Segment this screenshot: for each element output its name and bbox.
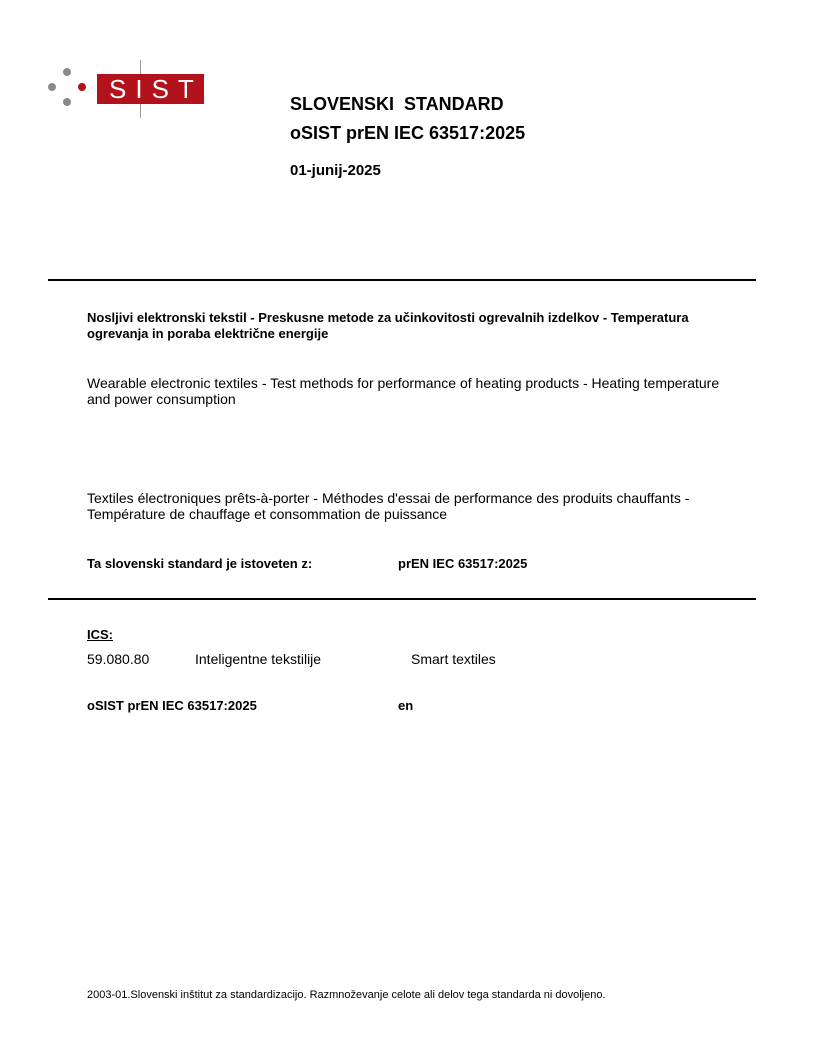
sist-logo: SIST [97,74,204,104]
document-language: en [398,698,414,713]
sist-dots-logo-icon [46,66,86,112]
ics-name-english: Smart textiles [411,651,496,667]
identity-label: Ta slovenski standard je istoveten z: [87,556,313,571]
title-french: Textiles électroniques prêts-à-porter - Méthodes d'essai de performance des produits chauffants - Température de chauffage et consommation de puissance [87,490,690,522]
ics-name-slovenian: Inteligentne tekstilije [195,651,322,667]
title-english: Wearable electronic textiles - Test methods for performance of heating products - Heating temperature and power consumption [87,375,720,407]
publication-date: 01-junij-2025 [290,162,381,179]
copyright-footer: 2003-01.Slovenski inštitut za standardizacijo. Razmnoževanje celote ali delov tega standarda ni dovoljeno. [87,989,606,1001]
bottom-divider [48,598,756,600]
standard-code: oSIST prEN IEC 63517:2025 [290,123,526,143]
top-divider [48,279,756,281]
document-code: oSIST prEN IEC 63517:2025 [87,698,257,713]
ics-label: ICS: [87,627,113,642]
title-slovenian: Nosljivi elektronski tekstil - Preskusne metode za učinkovitosti ogrevalnih izdelkov - Temperatura ogrevanja in poraba električne energije [87,310,689,341]
ics-code: 59.080.80 [87,651,150,667]
identity-value: prEN IEC 63517:2025 [398,556,528,571]
document-type-title: SLOVENSKI STANDARD [290,94,504,114]
